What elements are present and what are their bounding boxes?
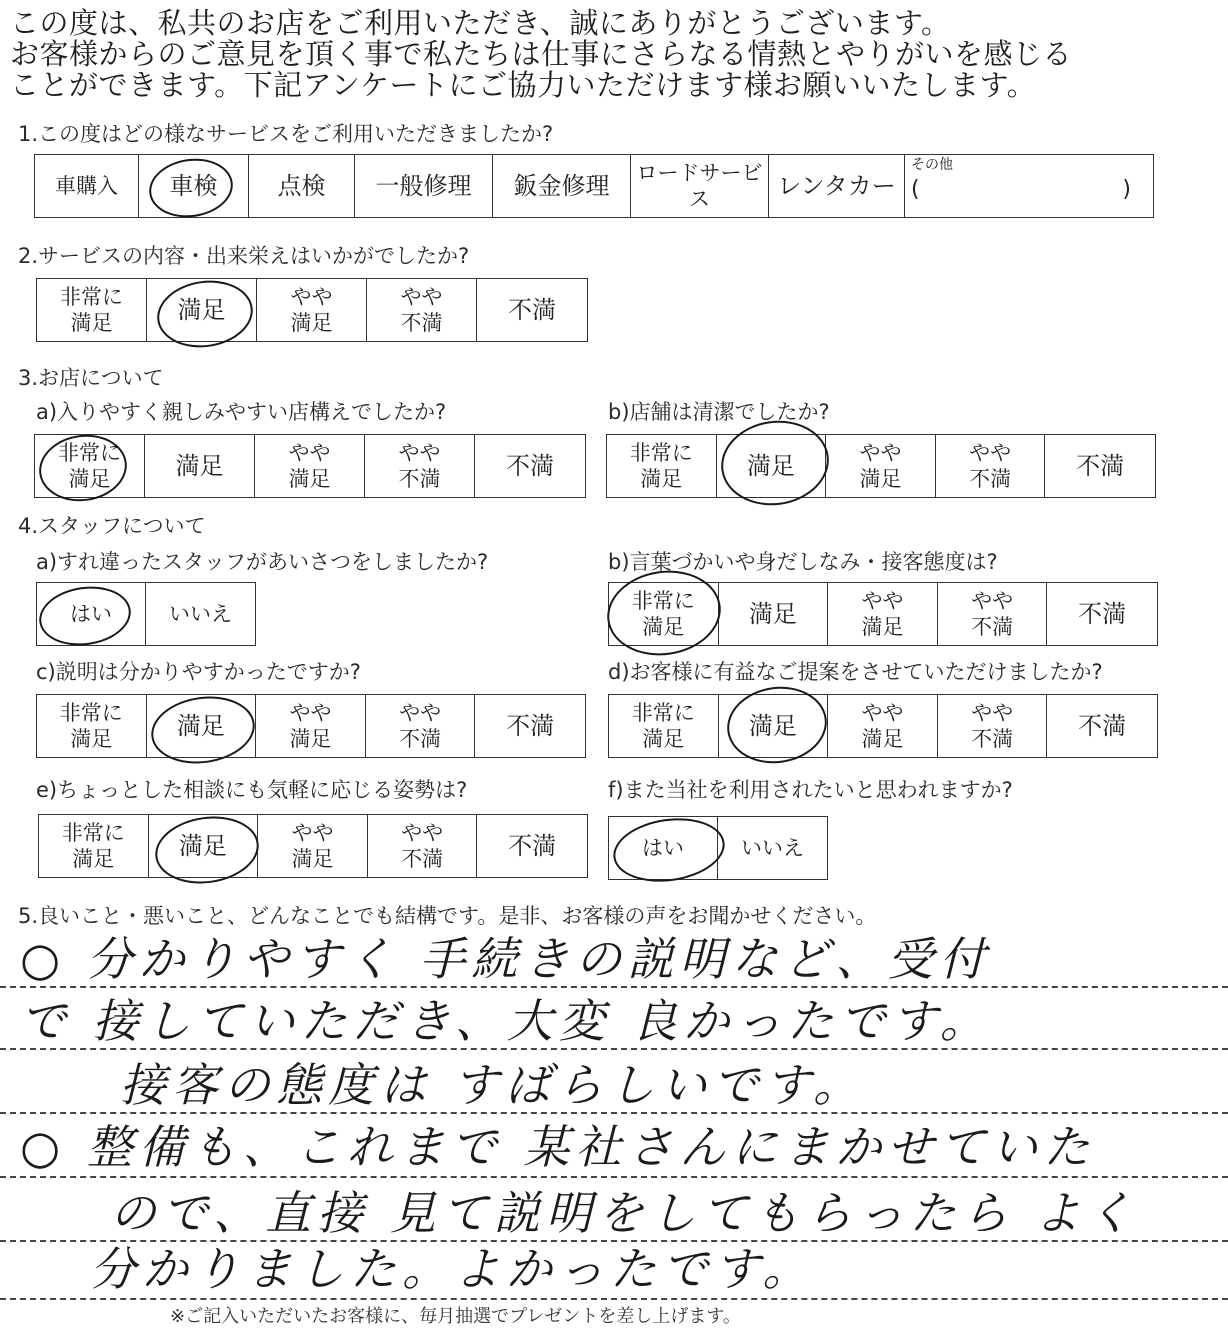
option-satisfied[interactable]: 満足 <box>147 279 257 341</box>
option-inspection-shaken[interactable]: 車検 <box>139 155 249 217</box>
question-2-title: 2.サービスの内容・出来栄えはいかがでしたか? <box>18 244 470 268</box>
option-dissatisfied[interactable]: 不満 <box>506 452 554 480</box>
question-4a-title: a)すれ違ったスタッフがあいさつをしましたか? <box>36 550 489 574</box>
option-somewhat-satisfied[interactable]: やや 満足 <box>828 583 938 645</box>
option-very-satisfied[interactable]: 非常に 満足 <box>609 583 719 645</box>
question-3-title: 3.お店について <box>18 366 164 390</box>
question-5-title: 5.良いこと・悪いこと、どんなことでも結構です。是非、お客様の声をお聞かせください。 <box>18 904 877 928</box>
question-4a-options <box>36 582 256 646</box>
option-dissatisfied[interactable]: 不満 <box>508 296 556 324</box>
question-4b-options <box>608 582 1158 646</box>
option-dissatisfied[interactable]: 不満 <box>1076 452 1125 480</box>
comment-line-2: で 接していただき、大変 良かったです。 <box>20 994 992 1048</box>
footer-note: ※ご記入いただいたお客様に、毎月抽選でプレゼントを差し上げます。 <box>170 1306 741 1327</box>
option-sheet-metal-repair[interactable]: 鈑金修理 <box>493 155 631 217</box>
question-3b-options <box>606 434 1156 498</box>
question-4c-options <box>36 694 586 758</box>
option-somewhat-dissatisfied[interactable]: やや 不満 <box>938 583 1048 645</box>
option-satisfied[interactable]: 満足 <box>717 435 827 497</box>
question-3b-title: b)店舗は清潔でしたか? <box>608 400 830 424</box>
intro-text <box>10 8 1220 101</box>
option-car-purchase[interactable]: 車購入 <box>35 155 139 217</box>
question-3a-options <box>34 434 586 498</box>
comment-line-5: ので、直接 見て説明をしてもらったら よく <box>110 1186 1139 1240</box>
option-satisfied[interactable]: 満足 <box>719 583 829 645</box>
option-general-repair[interactable]: 一般修理 <box>355 155 493 217</box>
question-4d-options <box>608 694 1158 758</box>
ruled-line <box>0 986 1228 988</box>
option-satisfied[interactable]: 満足 <box>719 695 829 757</box>
option-somewhat-satisfied[interactable]: やや 満足 <box>828 695 938 757</box>
question-4e-options <box>38 814 588 878</box>
option-very-satisfied[interactable]: 非常に 満足 <box>35 435 145 497</box>
option-dissatisfied[interactable]: 不満 <box>1078 600 1127 628</box>
option-somewhat-dissatisfied[interactable]: やや 不満 <box>936 435 1046 497</box>
question-1-title: 1.この度はどの様なサービスをご利用いただきましたか? <box>18 122 554 146</box>
question-4d-title: d)お客様に有益なご提案をさせていただけましたか? <box>608 660 1103 684</box>
question-1-options <box>34 154 1154 218</box>
ruled-line <box>0 1048 1228 1050</box>
question-4b-title: b)言葉づかいや身だしなみ・接客態度は? <box>608 550 998 574</box>
option-satisfied[interactable]: 満足 <box>149 815 259 877</box>
other-input[interactable]: ( ) <box>911 177 1131 202</box>
option-somewhat-satisfied[interactable]: やや 満足 <box>258 815 368 877</box>
option-somewhat-dissatisfied[interactable]: やや 不満 <box>366 695 476 757</box>
question-4f-options <box>608 816 828 880</box>
option-somewhat-dissatisfied[interactable]: やや 不満 <box>938 695 1048 757</box>
question-4-title: 4.スタッフについて <box>18 514 206 538</box>
option-very-satisfied[interactable]: 非常に 満足 <box>609 695 719 757</box>
option-somewhat-satisfied[interactable]: やや 満足 <box>826 435 936 497</box>
comment-line-6: 分かりました。よかったです。 <box>90 1242 815 1296</box>
option-satisfied[interactable]: 満足 <box>147 695 257 757</box>
intro-line: ことができます。下記アンケートにご協力いただけます様お願いいたします。 <box>10 68 1037 102</box>
question-2-options <box>36 278 588 342</box>
option-dissatisfied[interactable]: 不満 <box>1078 712 1127 740</box>
comment-line-3: 接客の態度は すばらしいです。 <box>120 1058 865 1112</box>
option-somewhat-dissatisfied[interactable]: やや 不満 <box>368 815 478 877</box>
option-somewhat-satisfied[interactable]: やや 満足 <box>256 695 366 757</box>
option-somewhat-dissatisfied[interactable]: やや 不満 <box>365 435 475 497</box>
option-somewhat-dissatisfied[interactable]: やや 不満 <box>367 279 477 341</box>
option-other[interactable]: その他 ( ) <box>911 157 1131 202</box>
question-4f-title: f)また当社を利用されたいと思われますか? <box>608 778 1013 802</box>
comment-line-1: ○ 分かりやすく 手続きの説明など、受付 <box>20 932 992 986</box>
question-4c-title: c)説明は分かりやすかったですか? <box>36 660 361 684</box>
option-somewhat-satisfied[interactable]: やや 満足 <box>255 435 365 497</box>
option-no[interactable]: いいえ <box>169 602 232 626</box>
option-very-satisfied[interactable]: 非常に 満足 <box>37 695 147 757</box>
option-very-satisfied[interactable]: 非常に 満足 <box>607 435 717 497</box>
option-very-satisfied[interactable]: 非常に 満足 <box>39 815 149 877</box>
ruled-line <box>0 1176 1228 1178</box>
intro-line: この度は、私共のお店をご利用いただき、誠にありがとうございます。 <box>10 6 951 40</box>
option-road-service[interactable]: ロードサービス <box>631 155 769 217</box>
ruled-line <box>0 1298 1228 1300</box>
option-dissatisfied[interactable]: 不満 <box>508 832 557 860</box>
comment-line-4: ○ 整備も、これまで 某社さんにまかせていた <box>20 1120 1096 1174</box>
question-3a-title: a)入りやすく親しみやすい店構えでしたか? <box>36 400 447 424</box>
option-somewhat-satisfied[interactable]: やや 満足 <box>257 279 367 341</box>
option-very-satisfied[interactable]: 非常に 満足 <box>37 279 147 341</box>
option-rental-car[interactable]: レンタカー <box>769 155 905 217</box>
option-yes[interactable]: はい <box>37 583 146 645</box>
option-no[interactable]: いいえ <box>741 836 804 860</box>
option-inspection[interactable]: 点検 <box>249 155 355 217</box>
option-satisfied[interactable]: 満足 <box>145 435 255 497</box>
option-dissatisfied[interactable]: 不満 <box>506 712 555 740</box>
question-4e-title: e)ちょっとした相談にも気軽に応じる姿勢は? <box>36 778 468 802</box>
intro-line: お客様からのご意見を頂く事で私たちは仕事にさらなる情熱とやりがいを感じる <box>10 37 1073 71</box>
ruled-line <box>0 1112 1228 1114</box>
option-yes[interactable]: はい <box>609 817 718 879</box>
